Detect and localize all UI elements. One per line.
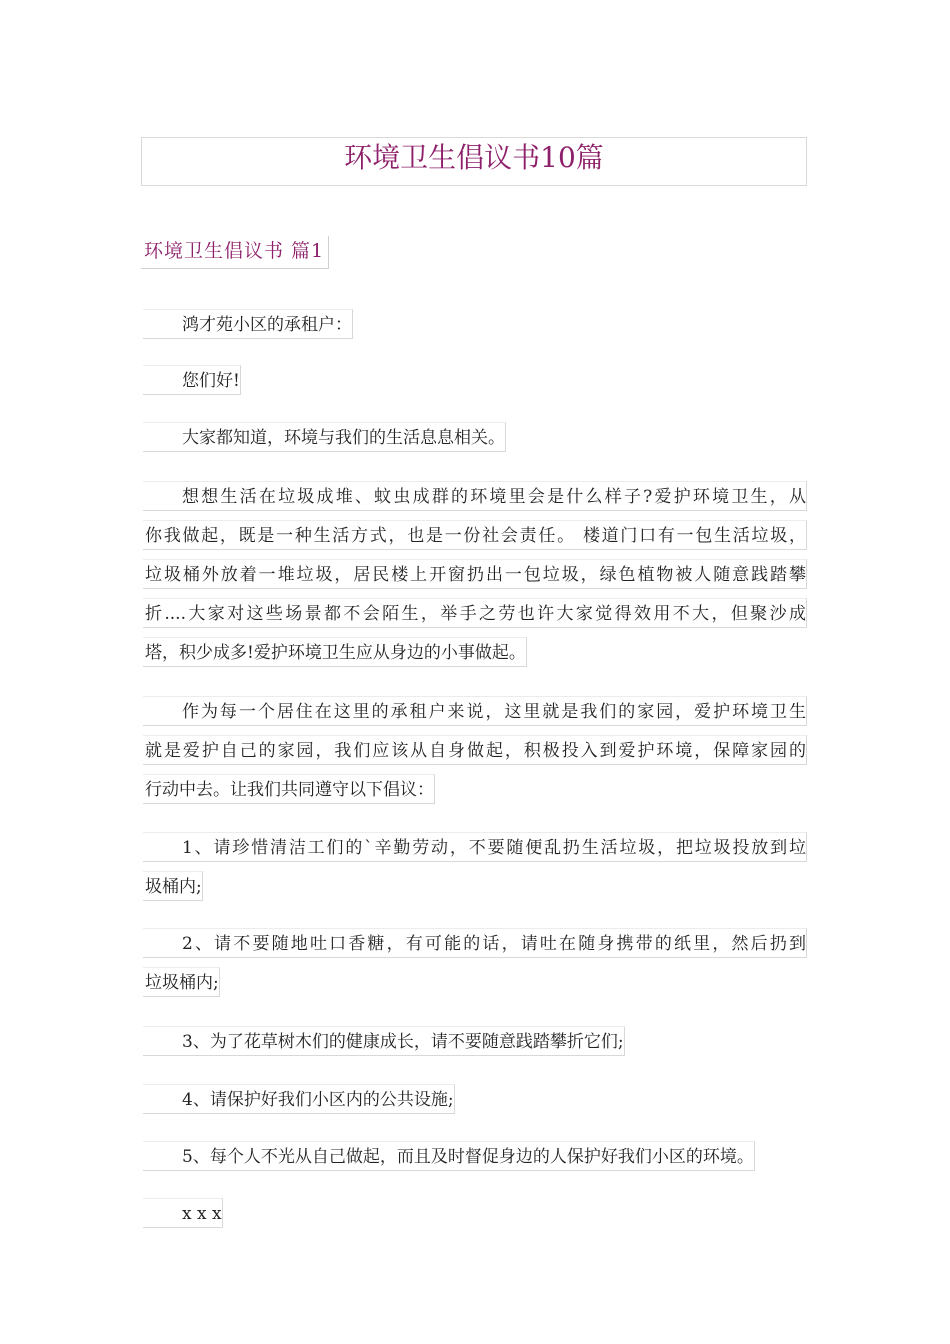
item-2-line-1: 2、请不要随地吐口香糖，有可能的话，请吐在随身携带的纸里，然后扔到	[143, 928, 807, 958]
item-4: 4、请保护好我们小区内的公共设施;	[143, 1084, 455, 1114]
document-title: 环境卫生倡议书10篇	[344, 141, 604, 174]
paragraph-2-line-3: 行动中去。让我们共同遵守以下倡议：	[143, 774, 435, 804]
paragraph-1-line-2: 你我做起，既是一种生活方式，也是一份社会责任。 楼道门口有一包生活垃圾，	[143, 520, 807, 550]
intro-paragraph: 大家都知道，环境与我们的生活息息相关。	[143, 422, 506, 452]
paragraph-1-line-5: 塔，积少成多!爱护环境卫生应从身边的小事做起。	[143, 637, 527, 667]
greeting: 您们好!	[143, 365, 241, 395]
section-heading: 环境卫生倡议书 篇1	[141, 236, 329, 269]
item-5: 5、每个人不光从自己做起，而且及时督促身边的人保护好我们小区的环境。	[143, 1141, 755, 1171]
item-3: 3、为了花草树木们的健康成长，请不要随意践踏攀折它们;	[143, 1026, 625, 1056]
paragraph-1-line-3: 垃圾桶外放着一堆垃圾，居民楼上开窗扔出一包垃圾，绿色植物被人随意践踏攀	[143, 559, 807, 589]
item-1-line-2: 圾桶内;	[143, 871, 203, 901]
paragraph-2-line-2: 就是爱护自己的家园，我们应该从自身做起，积极投入到爱护环境，保障家园的	[143, 735, 807, 765]
paragraph-1-line-1: 想想生活在垃圾成堆、蚊虫成群的环境里会是什么样子?爱护环境卫生，从	[143, 481, 807, 511]
item-1-line-1: 1、请珍惜清洁工们的`辛勤劳动，不要随便乱扔生活垃圾，把垃圾投放到垃	[143, 832, 807, 862]
salutation: 鸿才苑小区的承租户：	[143, 309, 353, 339]
paragraph-2-line-1: 作为每一个居住在这里的承租户来说，这里就是我们的家园，爱护环境卫生	[143, 696, 807, 726]
paragraph-1-line-4: 折....大家对这些场景都不会陌生，举手之劳也许大家觉得效用不大，但聚沙成	[143, 598, 807, 628]
item-2-line-2: 垃圾桶内;	[143, 967, 220, 997]
document-title-box	[141, 137, 807, 186]
signature: x x x	[143, 1198, 223, 1228]
